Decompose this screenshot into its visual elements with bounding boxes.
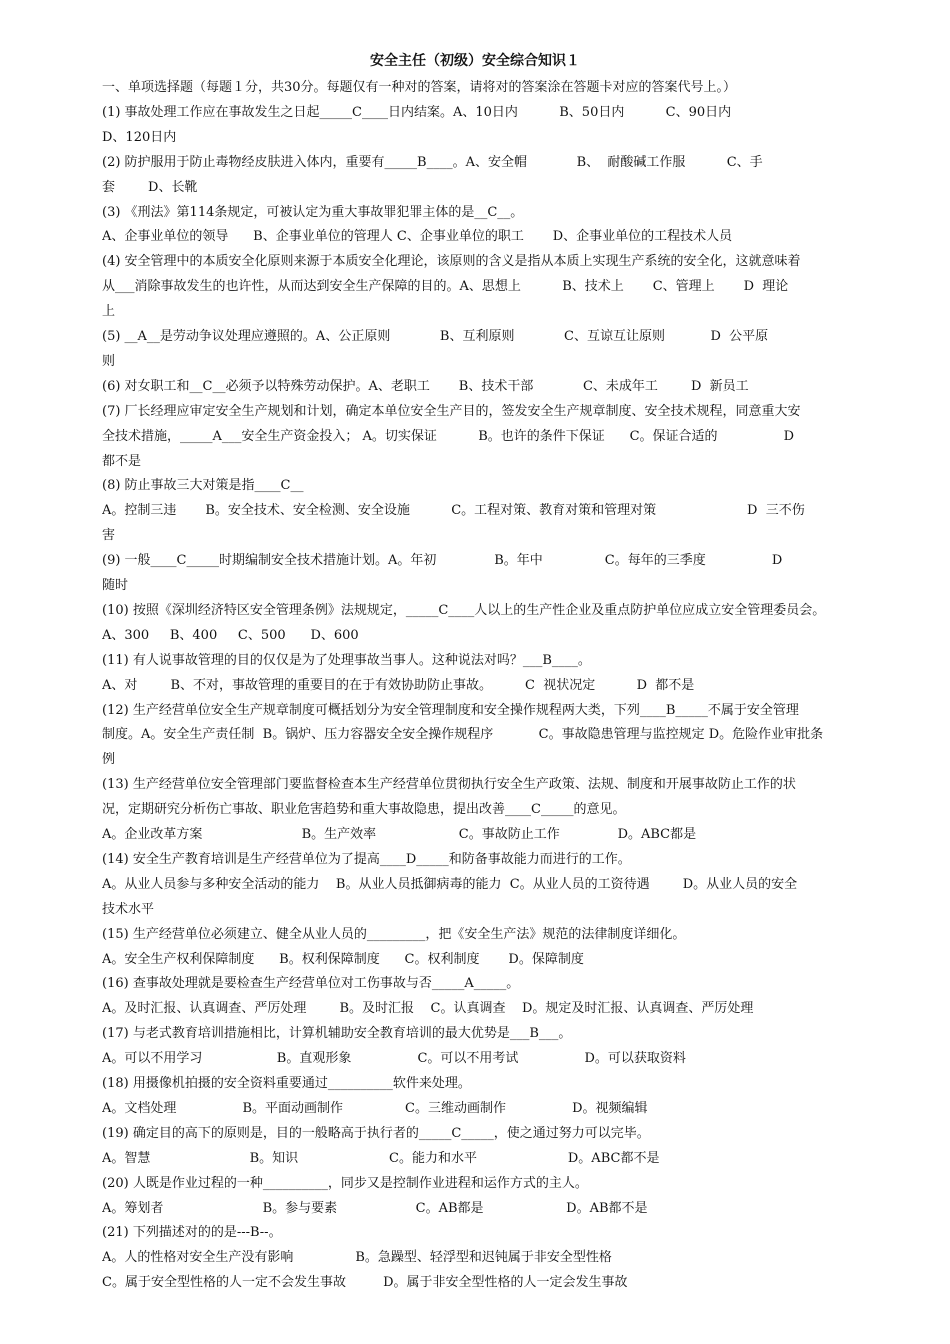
text-line: C。属于安全型性格的人一定不会发生事故 D。属于非安全型性格的人一定会发生事故	[102, 1275, 628, 1291]
text-line: A。安全生产权利保障制度 B。权利保障制度 C。权利制度 D。保障制度	[102, 951, 584, 967]
text-line: A、企事业单位的领导 B、企事业单位的管理人 C、企事业单位的职工 D、企事业单位的工程技术人员	[102, 229, 733, 245]
text-line: 从___消除事故发生的也许性，从而达到安全生产保障的目的。A、思想上 B、技术上 C、管理上 D 理论	[102, 279, 789, 295]
text-line: (3) 《刑法》第114条规定，可被认定为重大事故罪犯罪主体的是__C__。	[102, 204, 524, 220]
text-line: 都不是	[102, 453, 142, 469]
text-line: A。控制三违 B。安全技术、安全检测、安全设施 C。工程对策、教育对策和管理对策 D 三不伤	[102, 503, 805, 519]
text-line: (13) 生产经营单位安全管理部门要监督检查本生产经营单位贯彻执行安全生产政策、法规、制度和开展事故防止工作的状	[102, 777, 796, 793]
text-line: (5) __A__是劳动争议处理应遵照的。A、公正原则 B、互利原则 C、互谅互让原则 D 公平原	[102, 329, 769, 344]
text-line: 一、单项选择题（每题１分，共30分。每题仅有一种对的答案，请将对的答案涂在答题卡对应的答案代号上。）	[102, 80, 737, 95]
text-line: (4) 安全管理中的本质安全化原则来源于本质安全化理论，该原则的含义是指从本质上实现生产系统的安全化，这就意味着	[102, 254, 801, 270]
text-line: A。可以不用学习 B。直观形象 C。可以不用考试 D。可以获取资料	[102, 1051, 686, 1067]
text-line: A、300 B、400 C、500 D、600	[102, 627, 359, 643]
text-line: 随时	[102, 578, 129, 593]
text-line: 技术水平	[102, 901, 155, 917]
text-line: 制度。A。安全生产责任制 B。锅炉、压力容器安全安全操作规程序 C。事故隐患管理与监控规定 D。危险作业审批条	[102, 727, 824, 743]
text-line: (19) 确定目的高下的原则是，目的一般略高于执行者的_____C_____，使之通过努力可以完毕。	[102, 1125, 650, 1141]
text-line: A。从业人员参与多种安全活动的能力 B。从业人员抵御病毒的能力 C。从业人员的工资待遇 D。从业人员的安全	[102, 876, 798, 892]
text-line: 况，定期研究分析伤亡事故、职业危害趋势和重大事故隐患，提出改善____C_____的意见。	[102, 802, 626, 818]
text-line: (6) 对女职工和__C__必须予以特殊劳动保护。A、老职工 B、技术干部 C、未成年工 D 新员工	[102, 378, 749, 394]
text-line: (17) 与老式教育培训措施相比，计算机辅助安全教育培训的最大优势是___B___。	[102, 1026, 572, 1042]
text-line: (2) 防护服用于防止毒物经皮肤进入体内，重要有_____B____。A、安全帽 B、 耐酸碱工作服 C、手	[102, 154, 763, 170]
text-line: 套 D、长靴	[102, 179, 198, 195]
text-line: 上	[102, 304, 116, 320]
text-line: A、对 B、不对，事故管理的重要目的在于有效协助防止事故。 C 视状况定 D 都不是	[102, 677, 695, 693]
text-line: 全技术措施，_____A___安全生产资金投入； A。切实保证 B。也许的条件下保证 C。保证合适的 D	[102, 428, 795, 444]
document-title: 安全主任（初级）安全综合知识１	[370, 53, 580, 69]
text-line: A。人的性格对安全生产没有影响 B。急躁型、轻浮型和迟钝属于非安全型性格	[102, 1250, 612, 1266]
text-line: (8) 防止事故三大对策是指____C__	[102, 478, 304, 494]
text-line: 则	[102, 353, 116, 369]
text-line: (14) 安全生产教育培训是生产经营单位为了提高____D_____和防备事故能力而进行的工作。	[102, 851, 631, 867]
text-line: (15) 生产经营单位必须建立、健全从业人员的_________，把《安全生产法》规范的法律制度详细化。	[102, 926, 686, 942]
text-line: (18) 用摄像机拍摄的安全资料重要通过__________软件来处理。	[102, 1076, 471, 1091]
text-line: A。文档处理 B。平面动画制作 C。三维动画制作 D。视频编辑	[102, 1100, 648, 1116]
text-line: (16) 查事故处理就是要检查生产经营单位对工伤事故与否_____A_____。	[102, 976, 520, 992]
text-line: (9) 一般____C_____时期编制安全技术措施计划。A。年初 B。年中 C。每年的三季度 D	[102, 553, 783, 569]
text-line: (11) 有人说事故管理的目的仅仅是为了处理事故当事人。这种说法对吗？___B____。	[102, 652, 591, 668]
text-line: (7) 厂长经理应审定安全生产规划和计划，确定本单位安全生产目的，签发安全生产规章制度、安全技术规程，同意重大安	[102, 403, 801, 419]
text-line: (1) 事故处理工作应在事故发生之日起_____C____日内结案。A、10日内 B、50日内 C、90日内	[102, 104, 732, 120]
text-line: (21) 下列描述对的的是---B--。	[102, 1225, 282, 1241]
text-line: 害	[102, 528, 116, 544]
text-line: (10) 按照《深圳经济特区安全管理条例》法规规定，_____C____人以上的生产性企业及重点防护单位应成立安全管理委员会。	[102, 602, 826, 618]
text-line: A。及时汇报、认真调查、严厉处理 B。及时汇报 C。认真调查 D。规定及时汇报、认真调查、严厉处理	[102, 1001, 754, 1017]
text-line: 例	[102, 752, 116, 768]
text-line: A。筹划者 B。参与要素 C。AB都是 D。AB都不是	[102, 1200, 648, 1216]
text-line: D、120日内	[102, 129, 177, 145]
text-line: (20) 人既是作业过程的一种__________，同步又是控制作业进程和运作方式的主人。	[102, 1175, 588, 1191]
text-line: (12) 生产经营单位安全生产规章制度可概括划分为安全管理制度和安全操作规程两大类，下列____B_____不属于安全管理	[102, 702, 799, 718]
text-line: A。企业改革方案 B。生产效率 C。事故防止工作 D。ABC都是	[102, 827, 697, 842]
text-line: A。智慧 B。知识 C。能力和水平 D。ABC都不是	[102, 1150, 660, 1166]
